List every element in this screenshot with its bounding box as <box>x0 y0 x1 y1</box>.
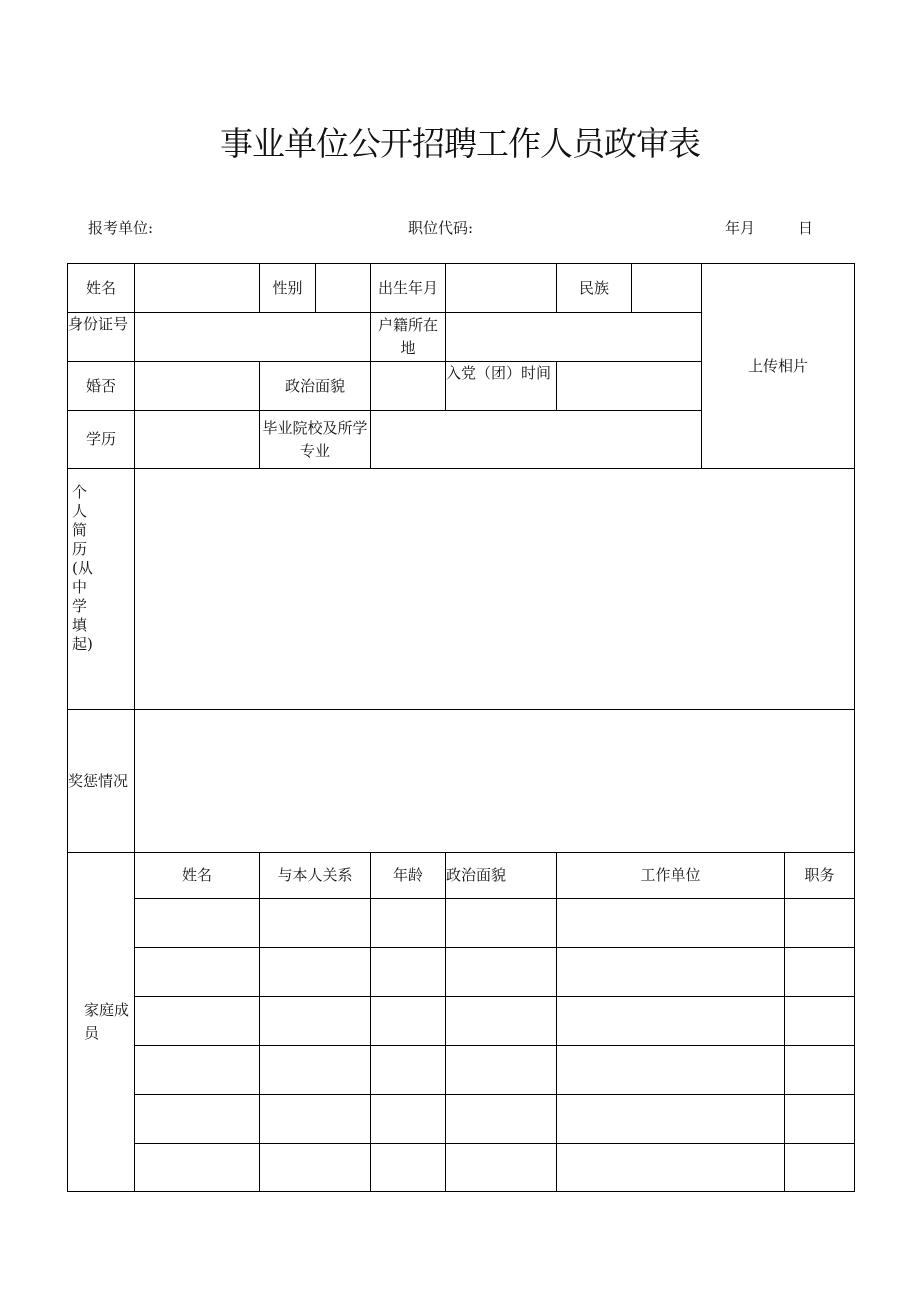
family-work-unit-cell[interactable] <box>557 1144 785 1192</box>
apply-unit-label: 报考单位: <box>88 219 154 237</box>
family-row <box>68 1144 855 1192</box>
family-name-cell[interactable] <box>135 1046 260 1095</box>
page-title: 事业单位公开招聘工作人员政审表 <box>220 124 700 163</box>
family-work-unit-cell[interactable] <box>557 948 785 997</box>
family-name-cell[interactable] <box>135 1144 260 1192</box>
id-number-field[interactable] <box>135 313 371 362</box>
family-position-cell[interactable] <box>785 997 855 1046</box>
birth-date-label: 出生年月 <box>371 264 446 313</box>
family-row <box>68 997 855 1046</box>
family-row <box>68 948 855 997</box>
family-row <box>68 1046 855 1095</box>
family-position-cell[interactable] <box>785 1144 855 1192</box>
family-position-cell[interactable] <box>785 948 855 997</box>
family-name-cell[interactable] <box>135 1095 260 1144</box>
family-relation-cell[interactable] <box>260 948 371 997</box>
education-label: 学历 <box>68 411 135 469</box>
position-code-label: 职位代码: <box>408 219 474 237</box>
marital-status-field[interactable] <box>135 362 260 411</box>
household-location-field[interactable] <box>446 313 702 362</box>
marital-status-label: 婚否 <box>68 362 135 411</box>
family-position-cell[interactable] <box>785 1095 855 1144</box>
family-col-name: 姓名 <box>135 853 260 899</box>
political-status-field[interactable] <box>371 362 446 411</box>
family-work-unit-cell[interactable] <box>557 1095 785 1144</box>
name-field[interactable] <box>135 264 260 313</box>
date-year-month-label: 年月 <box>725 219 756 237</box>
family-col-position: 职务 <box>785 853 855 899</box>
family-age-cell[interactable] <box>371 1095 446 1144</box>
family-age-cell[interactable] <box>371 1144 446 1192</box>
rewards-punishments-label: 奖惩情况 <box>68 710 135 853</box>
school-major-field[interactable] <box>371 411 702 469</box>
birth-date-field[interactable] <box>446 264 557 313</box>
family-relation-cell[interactable] <box>260 997 371 1046</box>
family-name-cell[interactable] <box>135 899 260 948</box>
party-join-time-label: 入党（团）时间 <box>446 362 557 411</box>
family-col-age: 年龄 <box>371 853 446 899</box>
family-row <box>68 899 855 948</box>
family-work-unit-cell[interactable] <box>557 899 785 948</box>
family-political-cell[interactable] <box>446 1144 557 1192</box>
school-major-label: 毕业院校及所学专业 <box>260 411 371 469</box>
family-work-unit-cell[interactable] <box>557 1046 785 1095</box>
family-relation-cell[interactable] <box>260 1095 371 1144</box>
education-field[interactable] <box>135 411 260 469</box>
id-number-label: 身份证号 <box>68 313 135 362</box>
family-political-cell[interactable] <box>446 1046 557 1095</box>
family-row <box>68 1095 855 1144</box>
family-political-cell[interactable] <box>446 899 557 948</box>
family-members-label: 家庭成员 <box>84 1001 130 1042</box>
family-name-cell[interactable] <box>135 997 260 1046</box>
family-age-cell[interactable] <box>371 1046 446 1095</box>
party-join-time-field[interactable] <box>557 362 702 411</box>
photo-upload-label: 上传相片 <box>747 356 808 375</box>
family-position-cell[interactable] <box>785 1046 855 1095</box>
resume-field[interactable] <box>135 469 855 710</box>
ethnicity-field[interactable] <box>632 264 702 313</box>
family-name-cell[interactable] <box>135 948 260 997</box>
family-age-cell[interactable] <box>371 948 446 997</box>
gender-label: 性别 <box>260 264 316 313</box>
resume-label-cell <box>68 469 135 710</box>
family-col-work-unit: 工作单位 <box>557 853 785 899</box>
review-form-table <box>67 263 855 1192</box>
photo-upload-area[interactable] <box>702 264 855 469</box>
name-label: 姓名 <box>68 264 135 313</box>
ethnicity-label: 民族 <box>557 264 632 313</box>
gender-field[interactable] <box>316 264 371 313</box>
family-relation-cell[interactable] <box>260 1046 371 1095</box>
family-relation-cell[interactable] <box>260 1144 371 1192</box>
family-political-cell[interactable] <box>446 948 557 997</box>
family-relation-cell[interactable] <box>260 899 371 948</box>
political-status-label: 政治面貌 <box>260 362 371 411</box>
family-political-cell[interactable] <box>446 1095 557 1144</box>
family-position-cell[interactable] <box>785 899 855 948</box>
family-age-cell[interactable] <box>371 997 446 1046</box>
household-location-label: 户籍所在地 <box>371 313 446 362</box>
family-political-cell[interactable] <box>446 997 557 1046</box>
date-day-label: 日 <box>798 219 814 237</box>
family-age-cell[interactable] <box>371 899 446 948</box>
rewards-punishments-field[interactable] <box>135 710 855 853</box>
resume-label: 个人简历(从中学填起) <box>72 483 93 653</box>
family-col-political-status: 政治面貌 <box>446 853 557 899</box>
family-work-unit-cell[interactable] <box>557 997 785 1046</box>
family-members-label-cell <box>68 853 135 1192</box>
family-col-relation: 与本人关系 <box>260 853 371 899</box>
